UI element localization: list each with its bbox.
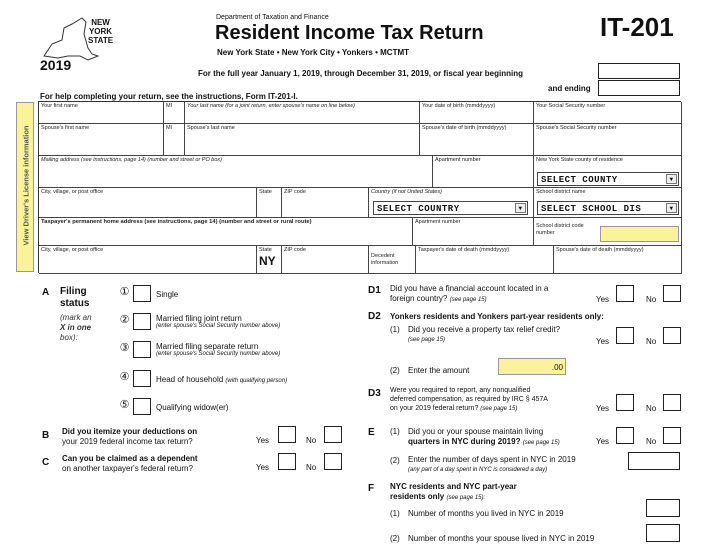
- spouse-death-field[interactable]: Spouse's date of death (mmddyyyy): [554, 246, 682, 274]
- section-d2-yes-label: Yes: [596, 337, 610, 346]
- state-field[interactable]: State: [257, 188, 282, 218]
- section-e-letter: E: [368, 427, 375, 438]
- country-field: Country (if not United States): [369, 188, 534, 218]
- chevron-down-icon: ▼: [666, 174, 677, 184]
- spouse-last-name-field[interactable]: Spouse's last name: [185, 124, 420, 156]
- city-field[interactable]: City, village, or post office: [39, 188, 257, 218]
- department-name: Department of Taxation and Finance: [216, 14, 329, 21]
- section-d2-yes-checkbox[interactable]: [616, 327, 634, 344]
- spouse-mi-field[interactable]: MI: [164, 124, 185, 156]
- separate-checkbox[interactable]: [133, 341, 151, 358]
- section-d2-q1: Did you receive a property tax relief credit? (see page 15): [408, 325, 561, 343]
- section-d3-yes-checkbox[interactable]: [616, 394, 634, 411]
- section-e-yes-label: Yes: [596, 437, 610, 446]
- chevron-down-icon: ▼: [515, 203, 526, 213]
- section-a-title: Filing status: [60, 286, 90, 309]
- joint-checkbox[interactable]: [133, 313, 151, 330]
- section-f-title: NYC residents and NYC part-year residents only (see page 15):: [390, 482, 517, 501]
- section-a-note: (mark an X in one box):: [60, 313, 92, 342]
- school-district-select[interactable]: SELECT SCHOOL DIS ▼: [537, 201, 679, 215]
- section-d3-question: Were you required to report, any nonqualified deferred compensation, as required by IRC § 457A on your 2019 federal return? (see page 15): [390, 387, 548, 412]
- section-b-yes-checkbox[interactable]: [278, 426, 296, 443]
- drivers-license-tab-label: View Driver's License information: [21, 125, 31, 246]
- spouse-months-lived-nyc-input[interactable]: [646, 524, 680, 542]
- last-name-field[interactable]: Your last name (for a joint return, enter spouse's name on line below): [185, 102, 420, 124]
- joint-sublabel: (enter spouse's Social Security number above): [156, 323, 281, 329]
- zip-field[interactable]: ZIP code: [282, 188, 369, 218]
- property-tax-credit-amount-input[interactable]: [498, 358, 566, 375]
- section-e-q1-num: (1): [390, 427, 400, 436]
- country-select[interactable]: SELECT COUNTRY ▼: [373, 201, 528, 215]
- head-of-household-checkbox[interactable]: [133, 370, 151, 387]
- section-d1-yes-checkbox[interactable]: [616, 285, 634, 302]
- section-f-q2-num: (2): [390, 534, 400, 543]
- section-d2-q1-num: (1): [390, 325, 400, 334]
- section-d2-title: Yonkers residents and Yonkers part-year residents only:: [390, 312, 604, 321]
- section-d1-yes-label: Yes: [596, 295, 610, 304]
- section-e-q2-num: (2): [390, 456, 400, 465]
- form-number: IT-201: [600, 12, 674, 42]
- head-of-household-label: Head of household (with qualifying person): [156, 375, 288, 384]
- section-e-yes-checkbox[interactable]: [616, 427, 634, 444]
- school-code-input[interactable]: [600, 226, 679, 242]
- section-d3-no-checkbox[interactable]: [663, 394, 681, 411]
- separate-label: Married filing separate return: [156, 342, 259, 351]
- permanent-address-field[interactable]: Taxpayer's permanent home address (see instructions, page 14) (number and street or rural route): [39, 218, 413, 246]
- section-c-letter: C: [42, 457, 50, 468]
- mi-field[interactable]: MI: [164, 102, 185, 124]
- state-2-field: State NY: [257, 246, 282, 274]
- option-number: ⑤: [119, 399, 130, 411]
- section-e-q2: Enter the number of days spent in NYC in 2019 (any part of a day spent in NYC is considered a day): [408, 455, 576, 473]
- state-logo-text: NEW YORK STATE: [88, 18, 114, 45]
- school-code-field: School district code number: [534, 218, 682, 246]
- cents-suffix: .00: [551, 363, 563, 372]
- joint-label: Married filing joint return: [156, 314, 242, 323]
- section-d3-letter: D3: [368, 388, 381, 399]
- county-field: New York State county of residence: [534, 156, 682, 188]
- county-select[interactable]: SELECT COUNTY ▼: [537, 172, 679, 186]
- section-c-yes-label: Yes: [256, 463, 270, 472]
- section-d2-q2-num: (2): [390, 366, 400, 375]
- fiscal-year-ending-field[interactable]: [598, 80, 680, 96]
- section-b-no-checkbox[interactable]: [324, 426, 342, 443]
- section-d3-yes-label: Yes: [596, 404, 610, 413]
- identity-grid: [38, 101, 681, 273]
- spouse-first-name-field[interactable]: Spouse's first name: [39, 124, 164, 156]
- date-of-birth-field[interactable]: Your date of birth (mmddyyyy): [420, 102, 534, 124]
- option-number: ④: [119, 371, 130, 383]
- state-2-value: NY: [259, 254, 276, 268]
- section-e-no-checkbox[interactable]: [663, 427, 681, 444]
- section-b-letter: B: [42, 430, 50, 441]
- mailing-address-field[interactable]: Mailing address (see instructions, page 14) (number and street or PO box): [39, 156, 433, 188]
- section-d2-no-label: No: [646, 337, 657, 346]
- help-text: For help completing your return, see the instructions, Form IT-201-I.: [40, 92, 298, 101]
- decedent-label-cell: Decedent information: [369, 246, 416, 274]
- section-c-question: Can you be claimed as a dependent on another taxpayer's federal return?: [62, 454, 198, 473]
- months-lived-nyc-input[interactable]: [646, 499, 680, 517]
- school-district-field: School district name: [534, 188, 682, 218]
- widow-checkbox[interactable]: [133, 398, 151, 415]
- section-f-q2: Number of months your spouse lived in NYC in 2019: [408, 534, 595, 543]
- section-f-letter: F: [368, 483, 375, 494]
- apartment-number-field[interactable]: Apartment number: [433, 156, 534, 188]
- section-d2-letter: D2: [368, 311, 381, 322]
- option-number: ①: [119, 286, 130, 298]
- section-d3-no-label: No: [646, 404, 657, 413]
- first-name-field[interactable]: Your first name: [39, 102, 164, 124]
- tax-period-text: For the full year January 1, 2019, through December 31, 2019, or fiscal year beginning: [198, 69, 524, 78]
- single-label: Single: [156, 290, 179, 299]
- spouse-ssn-field[interactable]: Spouse's Social Security number: [534, 124, 682, 156]
- zip-2-field[interactable]: ZIP code: [282, 246, 369, 274]
- section-b-question: Did you itemize your deductions on your 2019 federal income tax return?: [62, 427, 198, 446]
- nyc-days-input[interactable]: [628, 452, 680, 470]
- permanent-apartment-field[interactable]: Apartment number: [413, 218, 534, 246]
- form-title: Resident Income Tax Return: [215, 22, 484, 44]
- section-f-q1-num: (1): [390, 509, 400, 518]
- fiscal-year-beginning-field[interactable]: [598, 63, 680, 79]
- section-c-no-checkbox[interactable]: [324, 453, 342, 470]
- section-d2-q2: Enter the amount: [408, 366, 470, 375]
- drivers-license-tab[interactable]: [16, 102, 34, 272]
- section-b-yes-label: Yes: [256, 436, 270, 445]
- section-c-no-label: No: [306, 463, 317, 472]
- widow-label: Qualifying widow(er): [156, 403, 229, 412]
- ssn-field[interactable]: Your Social Security number: [534, 102, 682, 124]
- and-ending-label: and ending: [548, 84, 591, 93]
- option-number: ③: [119, 342, 130, 354]
- city-2-field[interactable]: City, village, or post office: [39, 246, 257, 274]
- section-e-no-label: No: [646, 437, 657, 446]
- spouse-dob-field[interactable]: Spouse's date of birth (mmddyyyy): [420, 124, 534, 156]
- section-c-yes-checkbox[interactable]: [278, 453, 296, 470]
- chevron-down-icon: ▼: [666, 203, 677, 213]
- section-b-no-label: No: [306, 436, 317, 445]
- section-d1-question: Did you have a financial account located in a foreign country? (see page 15): [390, 284, 549, 303]
- section-e-q1: Did you or your spouse maintain living quarters in NYC during 2019? (see page 15): [408, 427, 560, 446]
- section-a-letter: A: [42, 287, 50, 298]
- section-d1-letter: D1: [368, 285, 381, 296]
- tax-year: 2019: [40, 57, 72, 73]
- section-d1-no-checkbox[interactable]: [663, 285, 681, 302]
- section-f-q1: Number of months you lived in NYC in 2019: [408, 509, 564, 518]
- separate-sublabel: (enter spouse's Social Security number above): [156, 351, 281, 357]
- form-subtitle: New York State • New York City • Yonkers • MCTMT: [217, 48, 410, 57]
- single-checkbox[interactable]: [133, 285, 151, 302]
- option-number: ②: [119, 314, 130, 326]
- section-d2-no-checkbox[interactable]: [663, 327, 681, 344]
- section-d1-no-label: No: [646, 295, 657, 304]
- taxpayer-death-field[interactable]: Taxpayer's date of death (mmddyyyy): [416, 246, 554, 274]
